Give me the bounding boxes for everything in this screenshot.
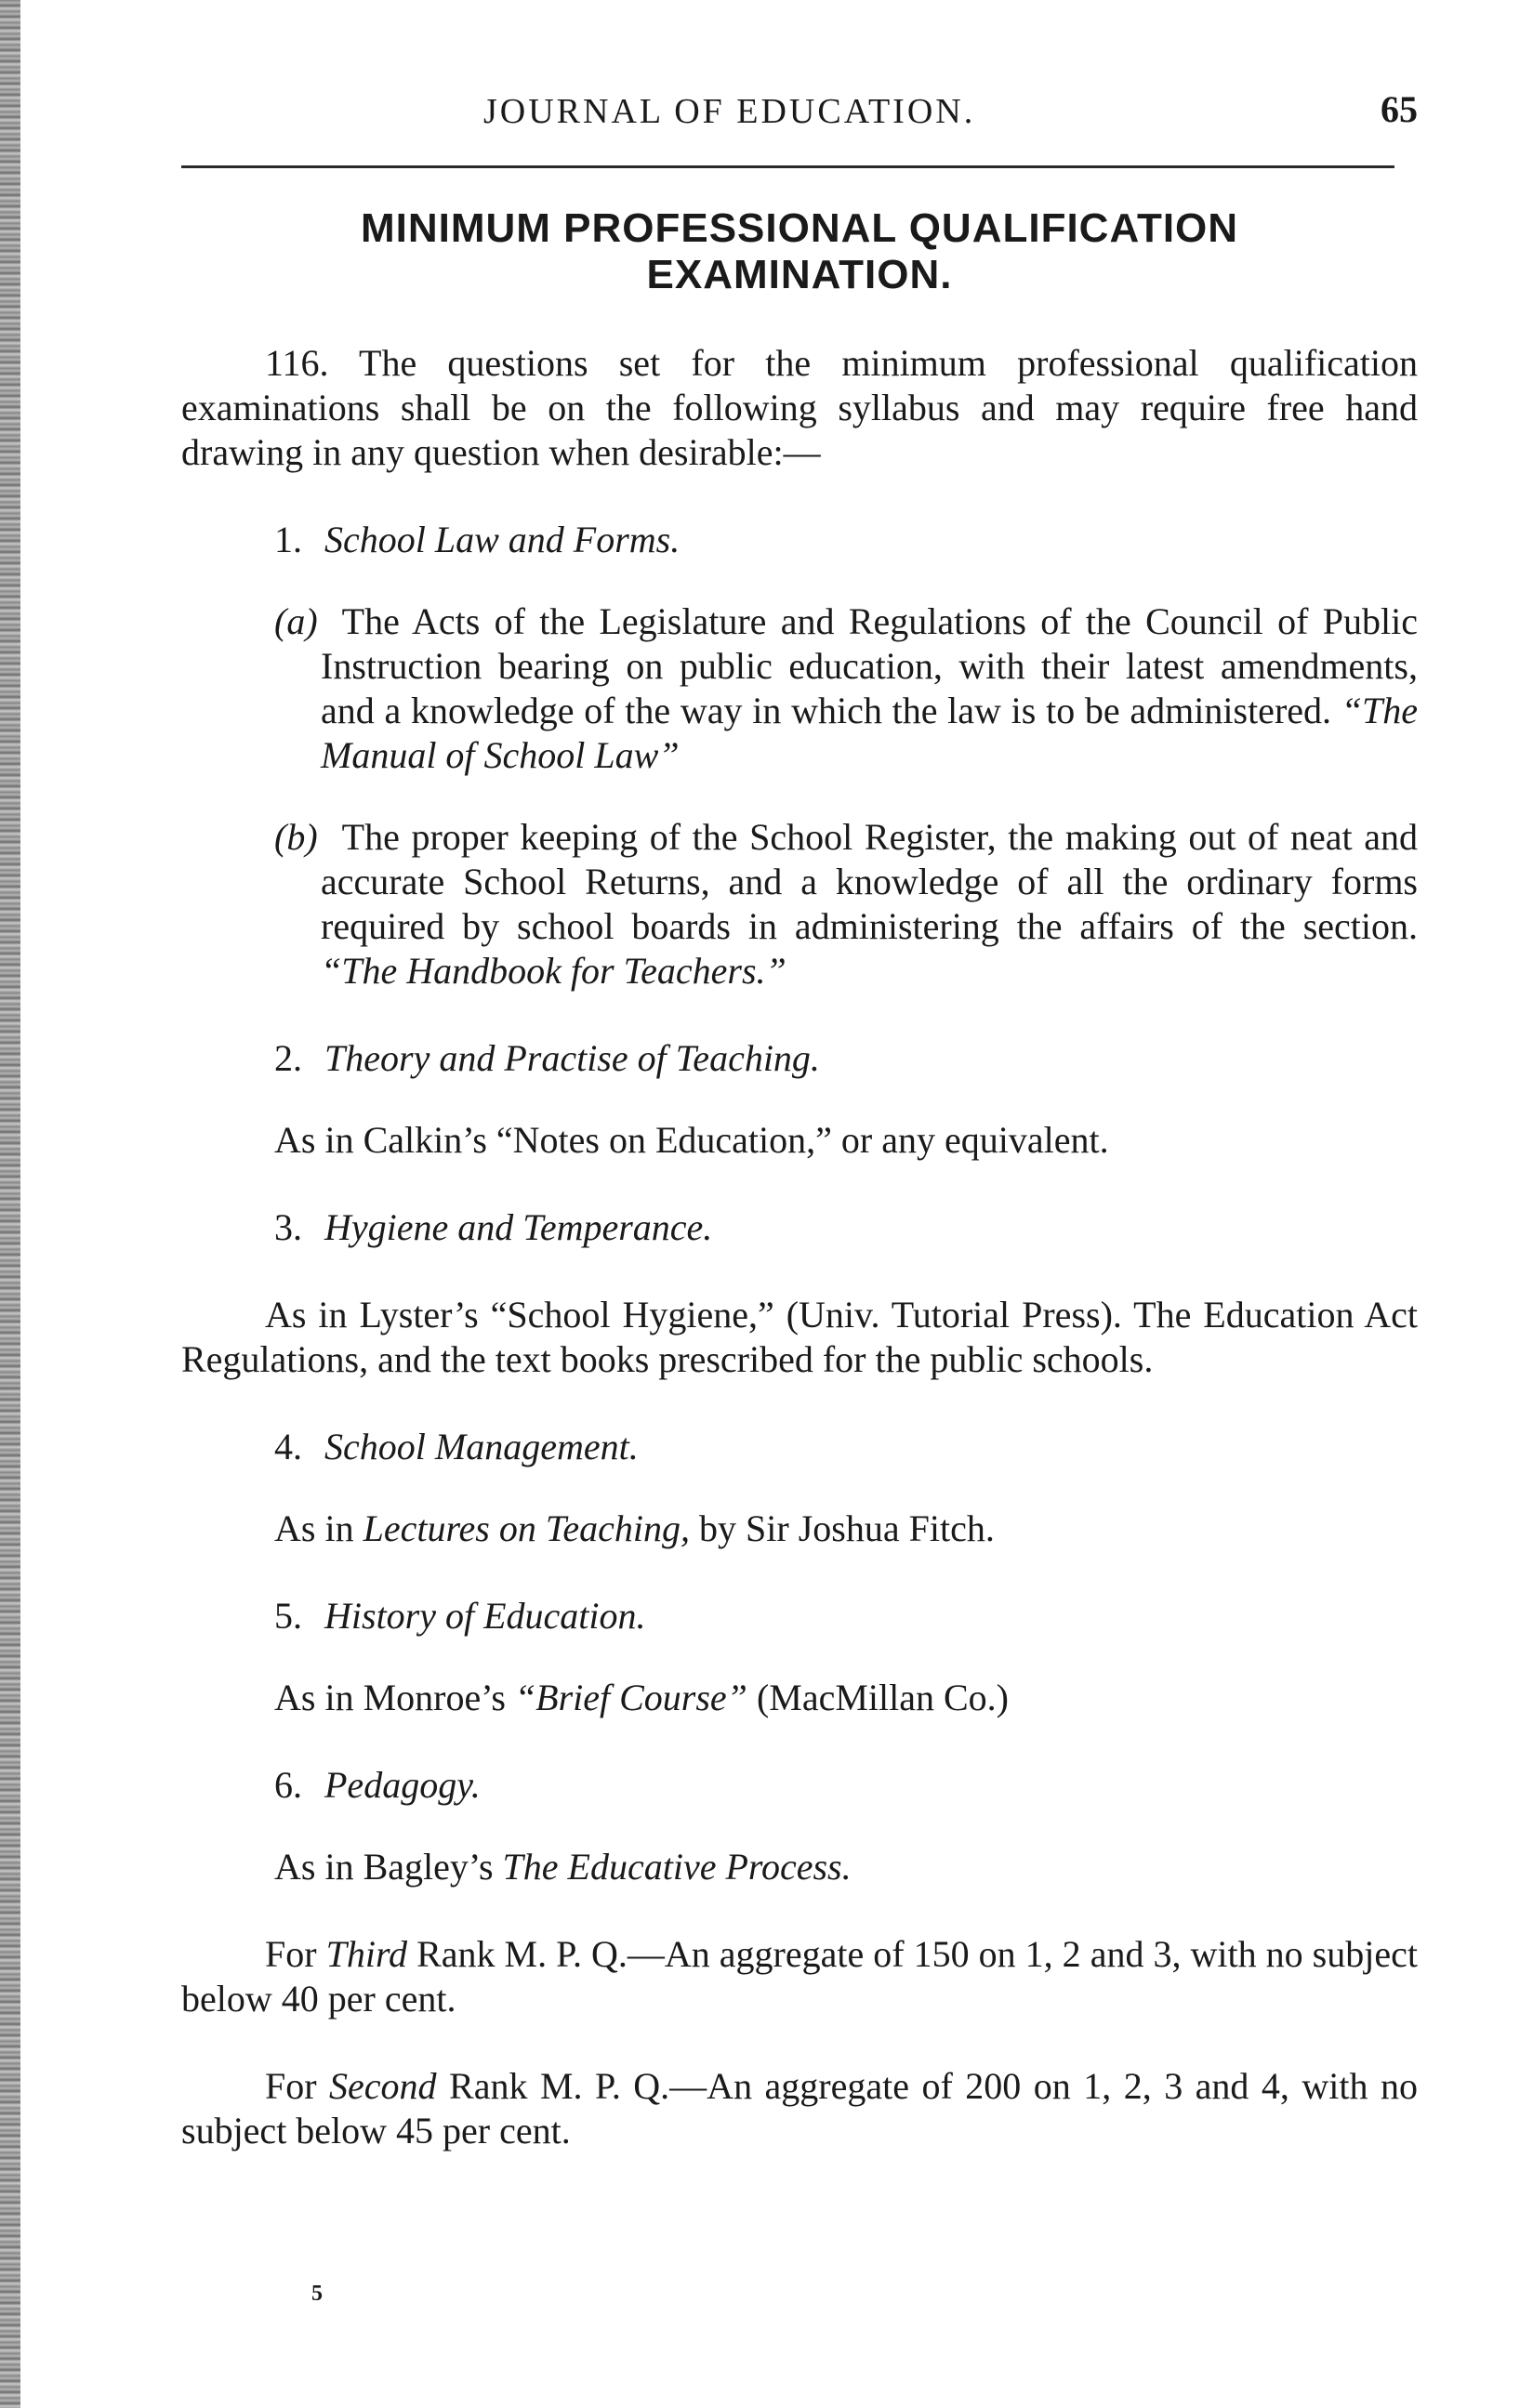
section-number: 2. — [274, 1037, 302, 1079]
section-name: Pedagogy. — [324, 1764, 481, 1806]
subitem-a — [274, 599, 1418, 778]
subitem-text: The Acts of the Legislature and Regulations of the Council of Public Instruction bearing on public education, with their latest amendments, and a knowledge of the way in which the law is to be administered. — [321, 600, 1418, 731]
rank-name: Second — [329, 2065, 437, 2107]
rank-name: Third — [325, 1933, 408, 1975]
section-number: 4. — [274, 1426, 302, 1467]
third-rank-paragraph — [181, 1932, 1418, 2021]
intro-paragraph: 116. The questions set for the minimum professional qualification examinations shall be on the following syllabus and may require free hand drawing in any question when desirable:— — [181, 342, 1418, 473]
rank-text: Rank M. P. Q.—An aggregate of 200 on 1, 2, 3 and 4, with no subject below 45 per cent. — [181, 2065, 1418, 2151]
rank-prefix: For — [265, 2065, 330, 2107]
section-6-text — [274, 1845, 1418, 1889]
rank-text: Rank M. P. Q.—An aggregate of 150 on 1, 2 and 3, with no subject below 40 per cent. — [181, 1933, 1418, 2020]
section-name: Theory and Practise of Teaching. — [324, 1037, 820, 1079]
section-number: 3. — [274, 1206, 302, 1248]
journal-title: JOURNAL OF EDUCATION. — [483, 92, 976, 131]
section-number: 1. — [274, 519, 302, 560]
text-prefix: As in Monroe’s — [274, 1677, 515, 1718]
section-6-title — [274, 1763, 1418, 1808]
subitem-letter: (a) — [274, 600, 318, 642]
book-title: The Educative Process. — [502, 1846, 852, 1888]
heading-line-2: EXAMINATION. — [646, 252, 953, 297]
section-3-text: As in Lyster’s “School Hygiene,” (Univ. Tutorial Press). The Education Act Regulations, and the text books prescribed for the public schools. — [181, 1294, 1418, 1380]
text-prefix: As in — [274, 1507, 363, 1549]
subitem-reference: “The Handbook for Teachers.” — [321, 950, 786, 992]
text-prefix: As in Bagley’s — [274, 1846, 503, 1888]
section-1-title — [274, 518, 1418, 562]
book-title: Lectures on Teaching, — [363, 1507, 691, 1549]
section-number: 5. — [274, 1595, 302, 1637]
section-4-title — [274, 1425, 1418, 1469]
section-name: History of Education. — [324, 1595, 646, 1637]
subitem-reference: “The Manual of School Law” — [321, 690, 1418, 776]
second-rank-paragraph — [181, 2064, 1418, 2153]
signature-mark: 5 — [311, 2282, 323, 2306]
text-suffix: (MacMillan Co.) — [747, 1677, 1009, 1718]
section-5-text — [274, 1676, 1418, 1720]
section-5-title — [274, 1594, 1418, 1638]
page-number: 65 — [1381, 88, 1418, 130]
section-name: School Law and Forms. — [324, 519, 681, 560]
section-2-text: As in Calkin’s “Notes on Education,” or any equivalent. — [274, 1119, 1109, 1161]
journal-page — [181, 84, 1418, 2191]
section-heading — [181, 205, 1418, 298]
section-number: 6. — [274, 1764, 302, 1806]
section-3-title — [274, 1205, 1418, 1250]
section-2-title — [274, 1036, 1418, 1081]
subitem-letter: (b) — [274, 816, 318, 858]
scanned-page-edge — [0, 0, 20, 2408]
section-name: School Management. — [324, 1426, 639, 1467]
text-suffix: by Sir Joshua Fitch. — [690, 1507, 995, 1549]
subitem-text: The proper keeping of the School Register, the making out of neat and accurate School Returns, and a knowledge of all the ordinary forms required by school boards in administering the affairs of the section. — [321, 816, 1418, 947]
section-4-text — [274, 1507, 1418, 1551]
book-title: “Brief Course” — [514, 1677, 747, 1718]
rank-prefix: For — [265, 1933, 326, 1975]
section-name: Hygiene and Temperance. — [324, 1206, 713, 1248]
heading-line-1: MINIMUM PROFESSIONAL QUALIFICATION — [360, 205, 1239, 251]
subitem-b — [274, 815, 1418, 993]
header-rule — [181, 165, 1394, 168]
running-head — [181, 84, 1418, 139]
